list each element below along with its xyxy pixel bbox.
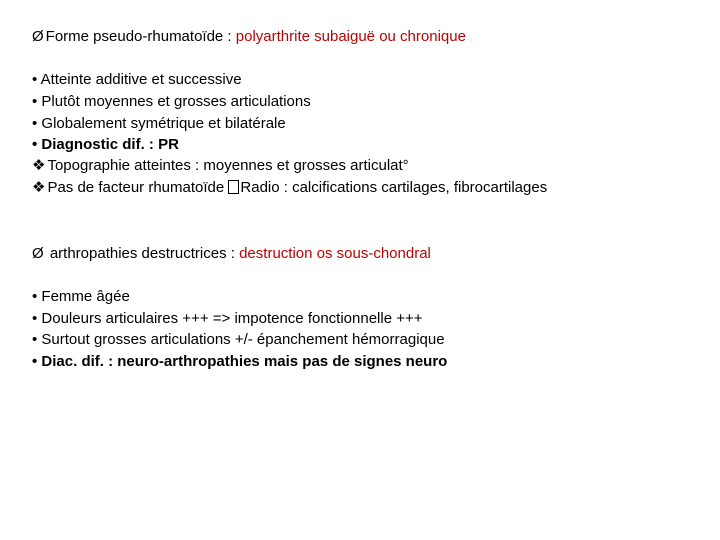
section2-bullet-3: • Surtout grosses articulations +/- épanchement hémorragique: [32, 331, 445, 348]
missing-glyph-icon: [228, 180, 239, 194]
section1-subitem-2-text: Pas de facteur rhumatoïde: [47, 179, 229, 196]
section2-title-highlight: destruction os sous-chondral: [239, 245, 431, 262]
section1-title-highlight: polyarthrite subaiguë ou chronique: [235, 28, 466, 45]
arrow-bullet-icon: Ø: [32, 28, 44, 45]
section2-bullet-1: • Femme âgée: [32, 288, 130, 305]
section1-subitem-2: [32, 179, 547, 197]
section1-subitem-2-radio: Radio : calcifications cartilages, fibrocartilages: [240, 179, 548, 196]
diamond-bullet-icon: ❖: [32, 179, 46, 196]
section2-title: arthropathies destructrices :: [45, 245, 240, 262]
section1-bullet-4: • Diagnostic dif. : PR: [32, 136, 179, 153]
section2-bullet-4: • Diac. dif. : neuro-arthropathies mais pas de signes neuro: [32, 353, 448, 370]
section1-bullet-1: • Atteinte additive et successive: [32, 71, 242, 88]
section1-title: Forme pseudo-rhumatoïde :: [45, 28, 236, 45]
diamond-bullet-icon: ❖: [32, 157, 46, 174]
section2-bullet-2: • Douleurs articulaires +++ => impotence fonctionnelle +++: [32, 310, 423, 327]
section1-heading: [32, 28, 466, 46]
arrow-bullet-icon: Ø: [32, 245, 44, 262]
section1-bullet-2: • Plutôt moyennes et grosses articulations: [32, 93, 311, 110]
section1-subitem-1: [32, 157, 409, 175]
section1-bullet-3: • Globalement symétrique et bilatérale: [32, 115, 286, 132]
section1-subitem-1-text: Topographie atteintes : moyennes et grosses articulat°: [47, 157, 409, 174]
section2-heading: [32, 245, 431, 263]
